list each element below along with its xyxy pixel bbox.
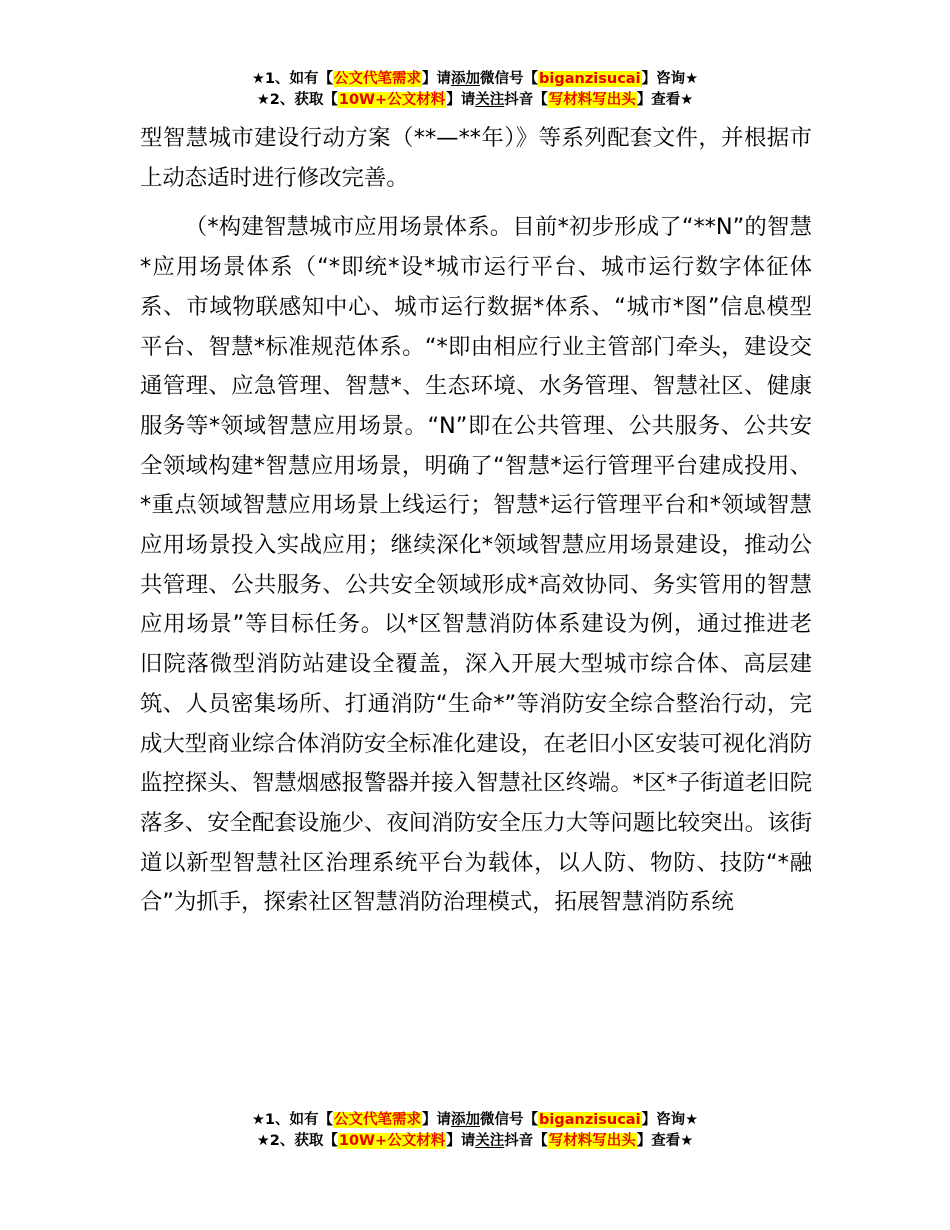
banner-line-1: ★1、如有【公文代笔需求】请添加微信号【biganzisucai】咨询★: [251, 1112, 699, 1128]
banner-highlight: 10W+公文材料: [338, 1133, 446, 1149]
banner-line-2: ★2、获取【10W+公文材料】请关注抖音【写材料写出头】查看★: [256, 92, 694, 108]
banner-line-2: ★2、获取【10W+公文材料】请关注抖音【写材料写出头】查看★: [256, 1133, 694, 1149]
document-body: [140, 119, 812, 923]
paragraph-continuation: 型智慧城市建设行动方案（**—**年）》等系列配套文件，并根据市上动态适时进行修改完善。: [140, 125, 812, 191]
banner-highlight: 公文代笔需求: [334, 71, 422, 87]
footer-banner: [0, 1110, 950, 1152]
banner-line-1: ★1、如有【公文代笔需求】请添加微信号【biganzisucai】咨询★: [251, 71, 699, 87]
banner-highlight: 写材料写出头: [548, 92, 636, 108]
banner-highlight: 公文代笔需求: [334, 1112, 422, 1128]
banner-highlight: 10W+公文材料: [338, 92, 446, 108]
banner-highlight: biganzisucai: [539, 71, 641, 87]
header-banner: [0, 69, 950, 111]
banner-highlight: 写材料写出头: [548, 1133, 636, 1149]
banner-highlight: biganzisucai: [539, 1112, 641, 1128]
paragraph-scenarios: （*构建智慧城市应用场景体系。目前*初步形成了“**N”的智慧*应用场景体系（“*即统*设*城市运行平台、城市运行数字体征体系、市域物联感知中心、城市运行数据*体系、“城市*图”信息模型平台、智慧*标准规范体系。“*即由相应行业主管部门牵头，建设交通管理、应急管理、智慧*、生态环境、水务管理、智慧社区、健康服务等*领域智慧应用场景。“N”即在公共管理、公共服务、公共安全领域构建*智慧应用场景，明确了“智慧*运行管理平台建成投用、*重点领域智慧应用场景上线运行；智慧*运行管理平台和*领域智慧应用场景投入实战应用；继续深化*领域智慧应用场景建设，推动公共管理、公共服务、公共安全领域形成*高效协同、务实管用的智慧应用场景”等目标任务。以*区智慧消防体系建设为例，通过推进老旧院落微型消防站建设全覆盖，深入开展大型城市综合体、高层建筑、人员密集场所、打通消防“生命*”等消防安全综合整治行动，完成大型商业综合体消防安全标准化建设，在老旧小区安装可视化消防监控探头、智慧烟感报警器并接入智慧社区终端。*区*子街道老旧院落多、安全配套设施少、夜间消防安全压力大等问题比较突出。该街道以新型智慧社区治理系统平台为载体，以人防、物防、技防“*融合”为抓手，探索社区智慧消防治理模式，拓展智慧消防系统: [140, 214, 812, 916]
